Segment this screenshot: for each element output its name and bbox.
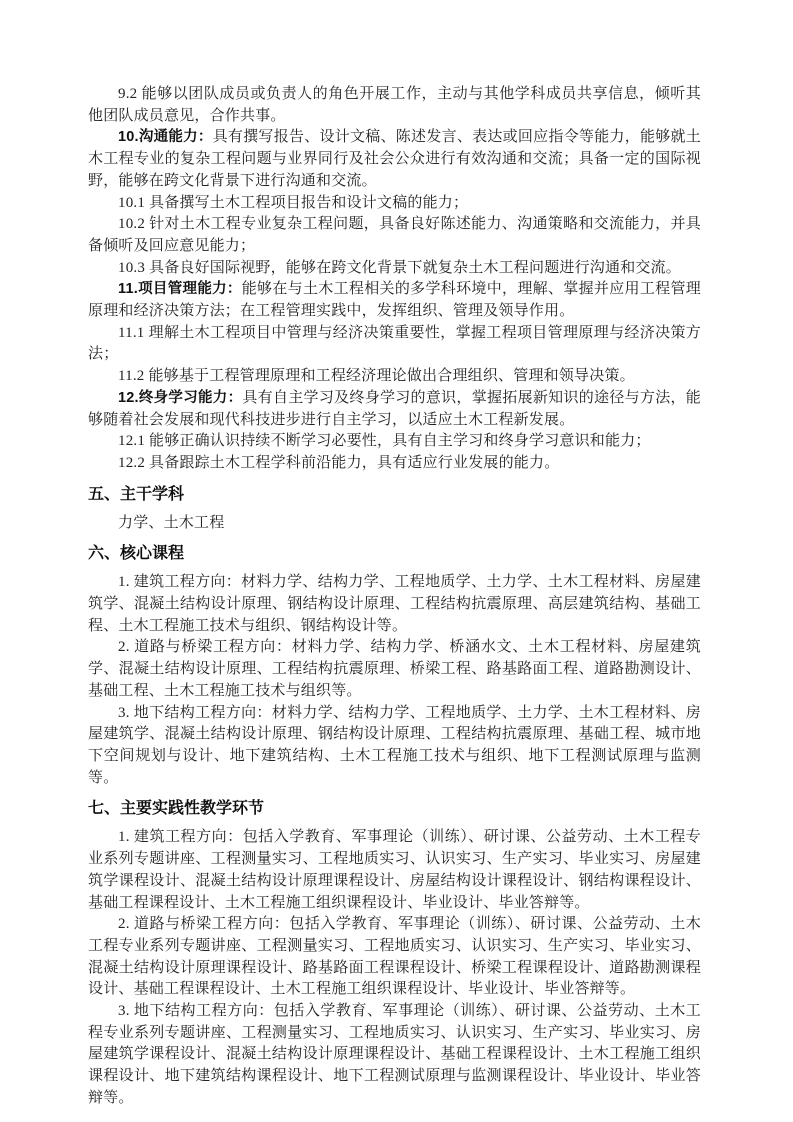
document-content — [88, 84, 701, 1110]
text-run: 2. 道路与桥梁工程方向：材料力学、结构力学、桥涵水文、土木工程材料、房屋建筑学、混凝土结构设计原理、工程结构抗震原理、桥梁工程、路基路面工程、道路勘测设计、基础工程、土木工程施工技术与组织等。 — [88, 639, 701, 699]
paragraph — [88, 431, 701, 453]
paragraph — [88, 914, 701, 1001]
text-run: 12.1 能够正确认识持续不断学习必要性，具有自主学习和终身学习意识和能力； — [118, 433, 651, 450]
paragraph — [88, 703, 701, 790]
text-run: 具有自主学习及终身学习的意识，掌握拓展新知识的途径与方法，能够随着社会发展和现代科技进步进行自主学习，以适应土木工程新发展。 — [88, 389, 701, 428]
paragraph — [88, 453, 701, 475]
paragraph — [88, 366, 701, 388]
text-run: 10.2 针对土木工程专业复杂工程问题，具备良好陈述能力、沟通策略和交流能力，并具备倾听及回应意见能力； — [88, 216, 701, 254]
section-heading — [88, 484, 701, 506]
paragraph — [88, 1001, 701, 1110]
text-run: 10.3 具备良好国际视野，能够在跨文化背景下就复杂土木工程问题进行沟通和交流。 — [118, 259, 682, 276]
paragraph — [88, 279, 701, 322]
text-run: 11.2 能够基于工程管理原理和工程经济理论做出合理组织、管理和领导决策。 — [118, 368, 635, 385]
paragraph — [88, 214, 701, 257]
text-run: 2. 道路与桥梁工程方向：包括入学教育、军事理论（训练）、研讨课、公益劳动、土木工程专业系列专题讲座、工程测量实习、工程地质实习、认识实习、生产实习、毕业实习、混凝土结构设计原理课程设计、路基路面工程课程设计、桥梁工程课程设计、道路勘测课程设计、基础工程课程设计、土木工程施工组织课程设计、毕业设计、毕业答辩等。 — [88, 916, 701, 998]
paragraph — [88, 127, 701, 192]
paragraph — [88, 637, 701, 702]
text-run: 1. 建筑工程方向：包括入学教育、军事理论（训练）、研讨课、公益劳动、土木工程专业系列专题讲座、工程测量实习、工程地质实习、认识实习、生产实习、毕业实习、房屋建筑学课程设计、混凝土结构设计原理课程设计、房屋结构设计课程设计、钢结构课程设计、基础工程课程设计、土木工程施工组织课程设计、毕业设计、毕业答辩等。 — [88, 829, 701, 911]
text-run: 12.2 具备跟踪土木工程学科前沿能力，具有适应行业发展的能力。 — [118, 454, 560, 471]
paragraph — [88, 258, 701, 280]
bold-lead-in: 11.项目管理能力： — [118, 281, 242, 298]
text-run: 9.2 能够以团队成员或负责人的角色开展工作，主动与其他学科成员共享信息，倾听其他团队成员意见，合作共事。 — [88, 86, 701, 124]
paragraph — [88, 193, 701, 215]
section-heading — [88, 543, 701, 565]
paragraph — [88, 513, 701, 535]
paragraph — [88, 388, 701, 431]
paragraph — [88, 84, 701, 127]
bold-lead-in: 12.终身学习能力： — [118, 389, 243, 406]
text-run: 3. 地下结构工程方向：包括入学教育、军事理论（训练）、研讨课、公益劳动、土木工程专业系列专题讲座、工程测量实习、工程地质实习、认识实习、生产实习、毕业实习、房屋建筑学课程设计、混凝土结构设计原理课程设计、基础工程课程设计、土木工程施工组织课程设计、地下建筑结构课程设计、地下工程测试原理与监测课程设计、毕业设计、毕业答辩等。 — [88, 1003, 701, 1106]
text-run: 七、主要实践性教学环节 — [88, 800, 265, 818]
text-run: 10.1 具备撰写土木工程项目报告和设计文稿的能力； — [118, 194, 469, 211]
paragraph — [88, 827, 701, 914]
text-run: 五、主干学科 — [88, 485, 185, 503]
text-run: 力学、土木工程 — [118, 514, 225, 531]
bold-lead-in: 10.沟通能力： — [118, 129, 213, 146]
text-run: 11.1 理解土木工程项目中管理与经济决策重要性，掌握工程项目管理原理与经济决策方法； — [88, 324, 701, 363]
paragraph — [88, 323, 701, 366]
text-run: 具有撰写报告、设计文稿、陈述发言、表达或回应指令等能力，能够就土木工程专业的复杂工程问题与业界同行及社会公众进行有效沟通和交流；具备一定的国际视野，能够在跨文化背景下进行沟通和交流。 — [88, 129, 701, 189]
text-run: 能够在与土木工程相关的多学科环境中，理解、掌握并应用工程管理原理和经济决策方法；在工程管理实践中，发挥组织、管理及领导作用。 — [88, 281, 701, 320]
text-run: 3. 地下结构工程方向：材料力学、结构力学、工程地质学、土力学、土木工程材料、房屋建筑学、混凝土结构设计原理、钢结构设计原理、工程结构抗震原理、基础工程、城市地下空间规划与设计、地下建筑结构、土木工程施工技术与组织、地下工程测试原理与监测等。 — [88, 704, 701, 786]
section-heading — [88, 798, 701, 820]
paragraph — [88, 572, 701, 637]
text-run: 六、核心课程 — [88, 545, 185, 563]
text-run: 1. 建筑工程方向：材料力学、结构力学、工程地质学、土力学、土木工程材料、房屋建筑学、混凝土结构设计原理、钢结构设计原理、工程结构抗震原理、高层建筑结构、基础工程、土木工程施工技术与组织、钢结构设计等。 — [88, 574, 701, 634]
